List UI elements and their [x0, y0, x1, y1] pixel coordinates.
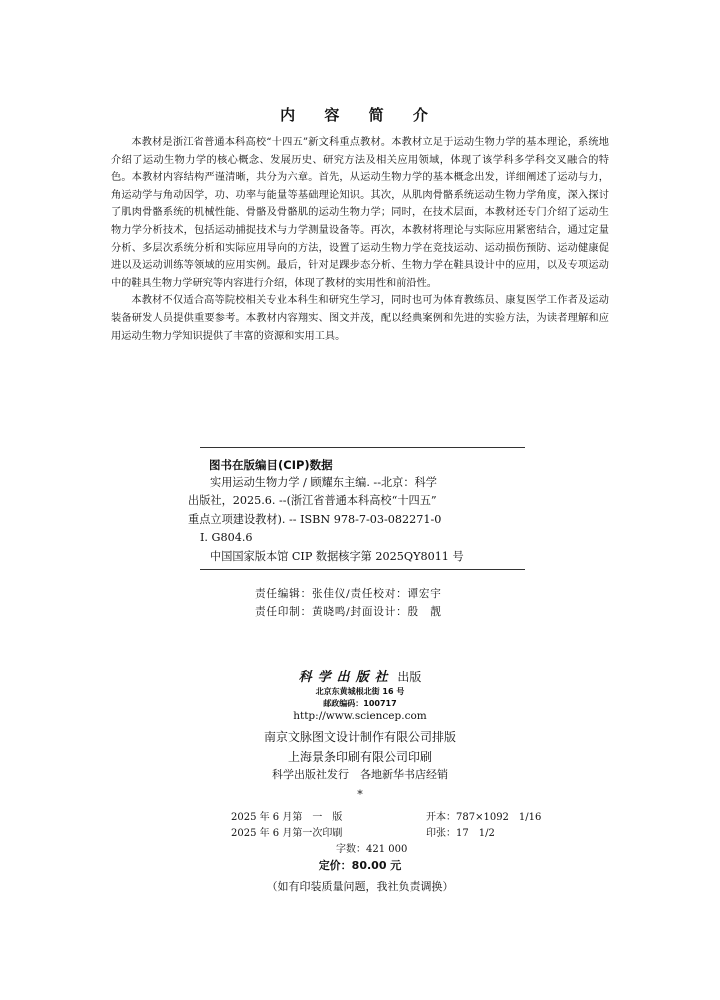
- distributor-line: 科学出版社发行 各地新华书店经销: [272, 768, 448, 781]
- edition-line: 2025 年 6 月第 一 版: [231, 812, 343, 823]
- cip-top-rule: [200, 447, 525, 448]
- cip-bottom-rule: [200, 569, 525, 570]
- publisher-suffix: 出版: [397, 670, 422, 684]
- intro-text: [111, 134, 609, 345]
- quality-note: （如有印装质量问题，我社负责调换）: [266, 880, 454, 893]
- separator-star: *: [357, 788, 363, 801]
- printing-line: 2025 年 6 月第一次印刷: [231, 828, 343, 839]
- staff-line-1: 责任编辑：张佳仪/责任校对：谭宏宇: [255, 588, 442, 600]
- publisher-line: [0, 666, 720, 685]
- cip-line-2: 出版社，2025.6. --(浙江省普通本科高校“十四五”: [188, 494, 437, 508]
- publisher-address: 北京东黄城根北街 16 号: [315, 687, 405, 696]
- staff-credits: [255, 585, 442, 621]
- publisher-logo: 科学出版社: [298, 670, 394, 685]
- publisher-postcode: 邮政编码：100717: [323, 699, 397, 708]
- intro-paragraph-2: 本教材不仅适合高等院校相关专业本科生和研究生学习，同时也可为体育教练员、康复医学工作者及运动装备研发人员提供重要参考。本教材内容翔实、图文并茂，配以经典案例和先进的实验方法，为读者理解和应用运动生物力学知识提供了丰富的资源和实用工具。: [111, 295, 609, 342]
- cip-line-4: Ⅰ. G804.6: [200, 531, 253, 545]
- printer-line: 上海景条印刷有限公司印刷: [287, 750, 432, 764]
- words-line: 字数：421 000: [336, 844, 408, 855]
- sheets-line: 印张：17 1/2: [426, 828, 495, 839]
- intro-paragraph-1: 本教材是浙江省普通本科高校“十四五”新文科重点教材。本教材立足于运动生物力学的基本理论，系统地介绍了运动生物力学的核心概念、发展历史、研究方法及相关应用领域，体现了该学科多学科交叉融合的特色。本教材内容结构严谨清晰，共分为六章。首先，从运动生物力学的基本概念出发，详细阐述了运动与力，角运动学与角动因学，功、功率与能量等基础理论知识。其次，从肌肉骨骼系统运动生物力学角度，深入探讨了肌肉骨骼系统的机械性能、骨骼及骨骼肌的运动生物力学；同时，在技术层面，本教材还专门介绍了运动生物力学分析技术，包括运动捕捉技术与力学测量设备等。再次，本教材将理论与实际应用紧密结合，通过定量分析、多层次系统分析和实际应用导向的方法，设置了运动生物力学在竞技运动、运动损伤预防、运动健康促进以及运动训练等领域的应用实例。最后，针对足踝步态分析、生物力学在鞋具设计中的应用，以及专项运动中的鞋具生物力学研究等内容进行介绍，体现了教材的实用性和前沿性。: [111, 137, 609, 289]
- publisher-url: http://www.sciencep.com: [293, 710, 427, 722]
- typesetter-line: 南京文脉图文设计制作有限公司排版: [263, 730, 456, 744]
- format-line: 开本：787×1092 1/16: [426, 812, 542, 823]
- cip-line-1: 实用运动生物力学 / 顾耀东主编. --北京：科学: [210, 476, 437, 489]
- cip-line-3: 重点立项建设教材). -- ISBN 978-7-03-082271-0: [188, 512, 442, 526]
- cip-heading: 图书在版编目(CIP)数据: [209, 458, 333, 472]
- page-title: 内 容 简 介: [280, 106, 440, 124]
- cip-block: [188, 474, 518, 566]
- cip-line-5: 中国国家版本馆 CIP 数据核字第 2025QY8011 号: [210, 549, 464, 563]
- staff-line-2: 责任印制：黄晓鸣/封面设计：殷 靓: [255, 606, 442, 618]
- price-line: 定价：80.00 元: [318, 859, 402, 872]
